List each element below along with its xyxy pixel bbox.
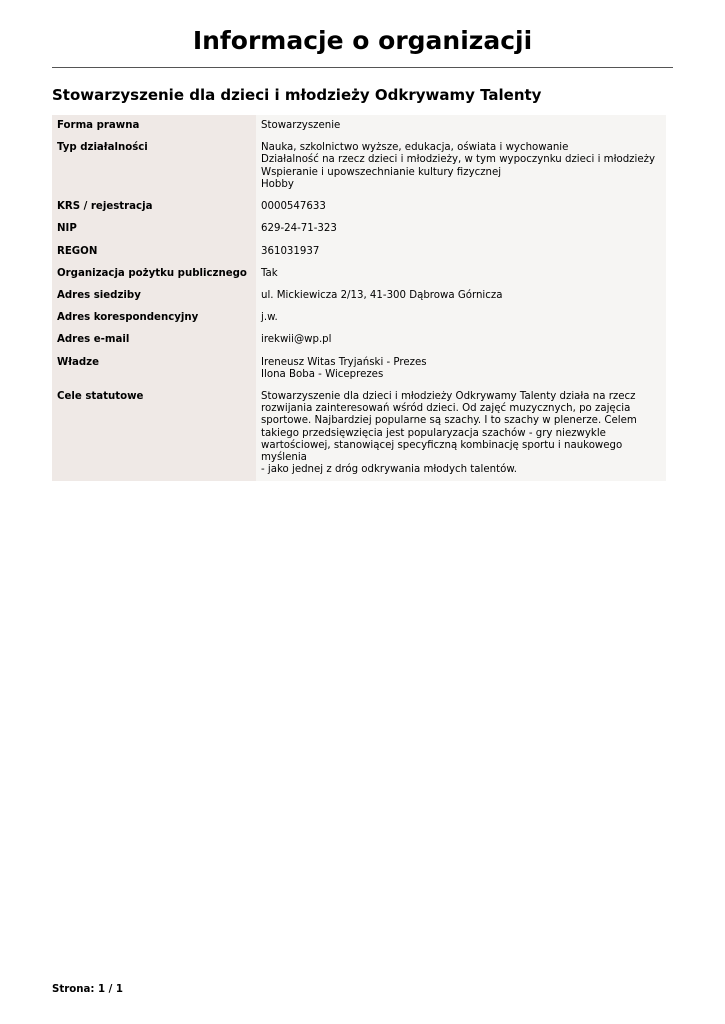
- field-label-krs: KRS / rejestracja: [52, 196, 256, 218]
- field-value-public-benefit: Tak: [256, 263, 666, 285]
- table-row: [52, 352, 666, 386]
- table-row: [52, 307, 666, 329]
- table-row: [52, 218, 666, 240]
- field-value-authorities: Ireneusz Witas Tryjański - Prezes Ilona Boba - Wiceprezes: [256, 352, 666, 386]
- field-value-statutory-goals: Stowarzyszenie dla dzieci i młodzieży Odkrywamy Talenty działa na rzecz rozwijania zainteresowań wśród dzieci. Od zajęć muzycznych, po zajęcia sportowe. Najbardziej popularne są szachy. I to szachy w plenerze. Celem takiego przedsięwzięcia jest popularyzacja szachów - gry niezwykle wartościowej, stanowiącej specyficzną kombinację sportu i naukowego myślenia - jako jednej z dróg odkrywania młodych talentów.: [256, 386, 666, 481]
- table-row: [52, 196, 666, 218]
- page-indicator: Strona: 1 / 1: [52, 984, 123, 995]
- field-label-email: Adres e-mail: [52, 329, 256, 351]
- field-value-regon: 361031937: [256, 241, 666, 263]
- field-label-legal-form: Forma prawna: [52, 115, 256, 137]
- field-value-email: irekwii@wp.pl: [256, 329, 666, 351]
- field-value-correspondence-address: j.w.: [256, 307, 666, 329]
- table-row: [52, 329, 666, 351]
- field-value-legal-form: Stowarzyszenie: [256, 115, 666, 137]
- field-value-krs: 0000547633: [256, 196, 666, 218]
- field-value-activity-type: Nauka, szkolnictwo wyższe, edukacja, oświata i wychowanie Działalność na rzecz dzieci i młodzieży, w tym wypoczynku dzieci i młodzieży Wspieranie i upowszechnianie kultury fizycznej Hobby: [256, 137, 666, 196]
- page-title: Informacje o organizacji: [192, 26, 533, 55]
- field-label-statutory-goals: Cele statutowe: [52, 386, 256, 481]
- field-label-activity-type: Typ działalności: [52, 137, 256, 196]
- field-label-public-benefit: Organizacja pożytku publicznego: [52, 263, 256, 285]
- title-divider: [52, 67, 673, 68]
- field-label-correspondence-address: Adres korespondencyjny: [52, 307, 256, 329]
- organization-name: Stowarzyszenie dla dzieci i młodzieży Odkrywamy Talenty: [52, 86, 542, 104]
- field-value-nip: 629-24-71-323: [256, 218, 666, 240]
- table-row: [52, 285, 666, 307]
- field-label-authorities: Władze: [52, 352, 256, 386]
- table-row: [52, 263, 666, 285]
- table-row: [52, 241, 666, 263]
- field-label-regon: REGON: [52, 241, 256, 263]
- table-row: [52, 137, 666, 196]
- organization-info-table: [52, 115, 666, 481]
- field-label-nip: NIP: [52, 218, 256, 240]
- table-row: [52, 386, 666, 481]
- table-row: [52, 115, 666, 137]
- field-label-registered-address: Adres siedziby: [52, 285, 256, 307]
- field-value-registered-address: ul. Mickiewicza 2/13, 41-300 Dąbrowa Górnicza: [256, 285, 666, 307]
